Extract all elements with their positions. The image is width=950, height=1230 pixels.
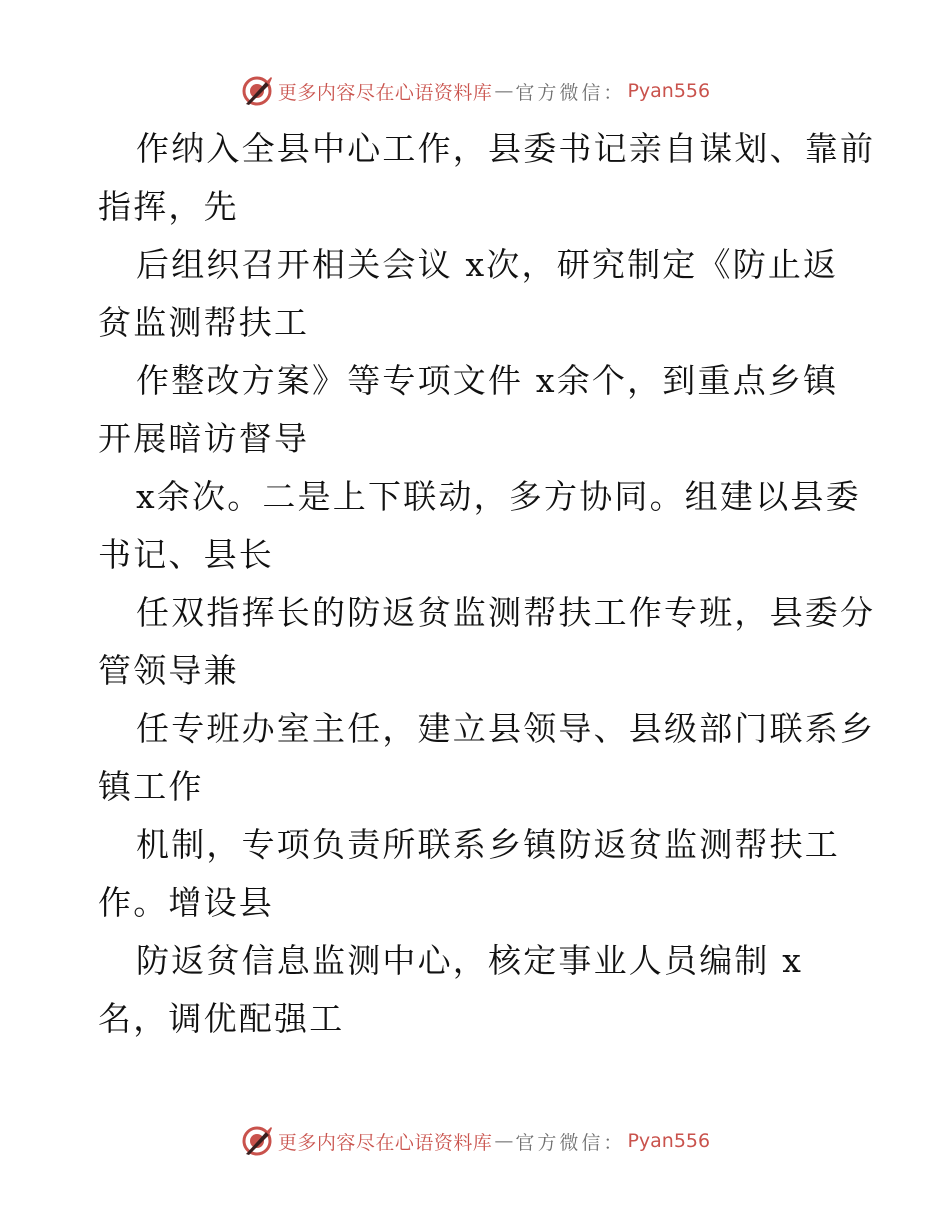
pen-logo-icon (240, 1124, 274, 1158)
body-line-2: 指挥，先 (98, 187, 239, 226)
watermark-wechat-id: Pyan556 (627, 80, 711, 102)
footer-watermark (0, 1121, 950, 1161)
watermark-dash: — (494, 80, 514, 102)
body-line-9: 任双指挥长的防返贫监测帮扶工作专班，县委分 (136, 593, 876, 632)
body-line-16: 名，调优配强工 (98, 999, 345, 1038)
pen-logo-icon (240, 74, 274, 108)
watermark-dash: — (494, 1130, 514, 1152)
watermark-main-text: 更多内容尽在心语资料库 (277, 81, 493, 104)
body-line-4: 贫监测帮扶工 (98, 303, 310, 342)
watermark-wechat-id: Pyan556 (627, 1130, 711, 1152)
watermark-official-label: 官方微信： (515, 1131, 626, 1154)
body-line-7: x余次。二是上下联动，多方协同。组建以县委 (136, 477, 861, 516)
header-watermark (0, 71, 950, 111)
body-line-15: 防返贫信息监测中心，核定事业人员编制 x (136, 941, 804, 980)
body-line-13: 机制，专项负责所联系乡镇防返贫监测帮扶工 (136, 825, 840, 864)
body-line-6: 开展暗访督导 (98, 419, 310, 458)
body-line-14: 作。增设县 (98, 883, 274, 922)
body-line-1: 作纳入全县中心工作，县委书记亲自谋划、靠前 (136, 129, 876, 168)
watermark-main-text: 更多内容尽在心语资料库 (277, 1131, 493, 1154)
body-line-12: 镇工作 (98, 767, 204, 806)
body-line-10: 管领导兼 (98, 651, 239, 690)
body-line-3: 后组织召开相关会议 x次，研究制定《防止返 (136, 245, 839, 284)
body-line-8: 书记、县长 (98, 535, 274, 574)
body-line-5: 作整改方案》等专项文件 x余个，到重点乡镇 (136, 361, 839, 400)
watermark-official-label: 官方微信： (515, 81, 626, 104)
body-line-11: 任专班办室主任，建立县领导、县级部门联系乡 (136, 709, 876, 748)
